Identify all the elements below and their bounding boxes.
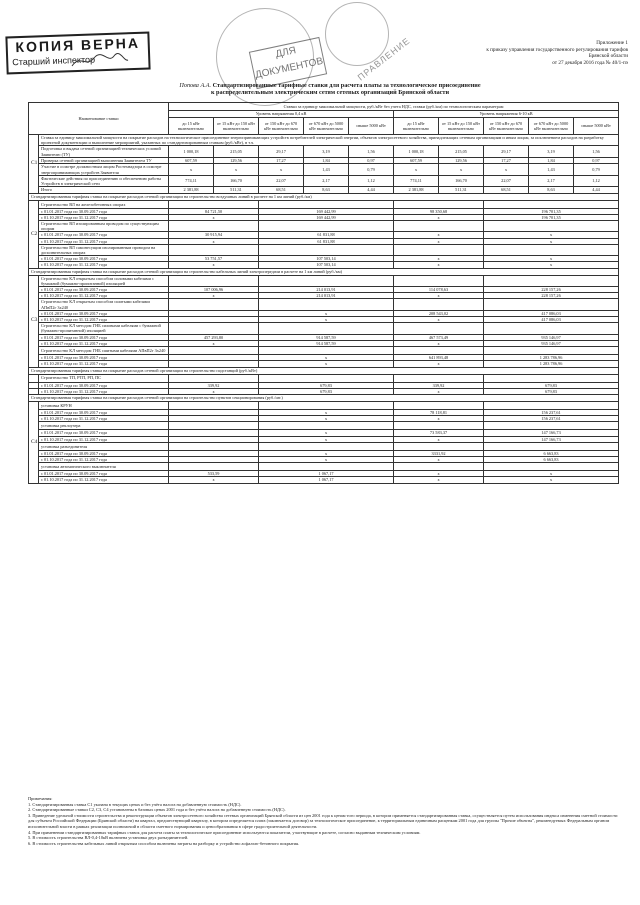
for-docs-line1: ДЛЯ bbox=[274, 45, 298, 61]
value-cell: 1 000,18 bbox=[394, 146, 439, 157]
value-cell: x bbox=[259, 416, 394, 422]
value-cell: 8,63 bbox=[304, 187, 349, 194]
value-cell: 156 237,61 bbox=[484, 416, 619, 422]
title-line1: Стандартизированные тарифные ставки для расчета платы за технологическое присоединение bbox=[212, 82, 481, 89]
value-cell: 107 503,14 bbox=[259, 256, 394, 262]
note-item: 1. Стандартизированная ставка С1 указана в текущих ценах и без учёта налога на добавленную стоимость (НДС). bbox=[28, 801, 242, 807]
value-cell: x bbox=[169, 293, 259, 299]
value-cell bbox=[169, 401, 259, 409]
value-cell: 68,51 bbox=[484, 187, 529, 194]
diagonal-stamp-text: ПРАВЛЕНИЕ bbox=[355, 35, 412, 83]
value-cell bbox=[259, 323, 394, 334]
value-cell: 417 086,03 bbox=[484, 317, 619, 323]
value-cell: x bbox=[169, 477, 259, 483]
value-cell: 774,11 bbox=[394, 175, 439, 186]
period-name: с 01.10.2017 года по 31.12.2017 года bbox=[39, 436, 169, 442]
value-cell: x bbox=[169, 388, 259, 394]
value-cell: 467 573,49 bbox=[394, 334, 484, 340]
value-cell: 935 146,97 bbox=[484, 334, 619, 340]
note-item: 6. В стоимость строительства кабельных линий открытым способом включены затраты на разборку и устройство асфальто-бетонного покрытия. bbox=[28, 840, 300, 846]
value-cell bbox=[169, 323, 259, 334]
value-cell: x bbox=[439, 164, 484, 175]
period-name: с 01.10.2017 года по 31.12.2017 года bbox=[39, 361, 169, 367]
value-cell: 3,19 bbox=[304, 146, 349, 157]
section-intro: Ставка за единицу максимальной мощности на покрытие расходов на технологическое присоединение энергопринимающих устройств потребителей электрической энергии, объектов электросетевого хозяйства, принадлежащих сетевым организациям и иным лицам, за исключением расходов на разработку проектной документации и выполнение мероприятий, указанных по стандартизированным ставкам (руб./кВт), в т.ч. bbox=[39, 135, 619, 146]
period-name: с 01.10.2017 года по 31.12.2017 года bbox=[39, 214, 169, 220]
value-cell: 214 013,91 bbox=[259, 293, 394, 299]
value-cell: 1 067,17 bbox=[259, 477, 394, 483]
value-cell bbox=[394, 200, 484, 208]
section-intro: Стандартизированная тарифная ставка на покрытие расходов сетевой организации на строительство воздушных линий в расчете на 1 км линий (руб./км) bbox=[29, 193, 619, 200]
subsection-name: установка автоматического выключателя bbox=[39, 463, 169, 471]
value-cell bbox=[169, 442, 259, 450]
period-name: с 01.01.2017 года по 30.09.2017 года bbox=[39, 334, 169, 340]
period-name: с 01.01.2017 года по 30.09.2017 года bbox=[39, 382, 169, 388]
value-cell: x bbox=[259, 355, 394, 361]
header-sub: от 15 кВт до 150 кВт включительно bbox=[214, 118, 259, 135]
value-cell bbox=[169, 275, 259, 286]
value-cell: 607,59 bbox=[394, 157, 439, 164]
header-sub: свыше 5000 кВт bbox=[574, 118, 619, 135]
row-name: Итого bbox=[39, 187, 169, 194]
value-cell bbox=[169, 347, 259, 355]
value-cell: 215,05 bbox=[214, 146, 259, 157]
value-cell: 679,83 bbox=[484, 382, 619, 388]
row-name: Участие в осмотре должностным лицом Ростехнадзора в осмотре энергопринимающих устройств Заявителя bbox=[39, 164, 169, 175]
note-item: 5. В стоимость строительства ВЛ-0,4-10кВ включена установка двух разъединителей. bbox=[28, 835, 189, 841]
period-name: с 01.10.2017 года по 31.12.2017 года bbox=[39, 238, 169, 244]
value-cell: 1,84 bbox=[304, 157, 349, 164]
value-cell: 61 831,88 bbox=[259, 232, 394, 238]
value-cell: x bbox=[169, 164, 214, 175]
appendix-line3: от 27 декабря 2016 года № 40/1-пэ bbox=[552, 59, 628, 66]
value-cell: 1 067,17 bbox=[259, 471, 394, 477]
section-intro: Стандартизированная тарифная ставка на покрытие расходов сетевой организации на строительство кабельных линий электропередачи в расчете на 1 км линий (руб./км) bbox=[29, 268, 619, 275]
value-cell: 73 583,37 bbox=[394, 430, 484, 436]
value-cell: x bbox=[259, 310, 394, 316]
subsection-name: Строительство ВЛ изолированным проводом по существующим опорам bbox=[39, 221, 169, 232]
value-cell bbox=[259, 422, 394, 430]
table-row bbox=[29, 422, 619, 430]
value-cell: 30 915,94 bbox=[169, 232, 259, 238]
value-cell: x bbox=[394, 340, 484, 346]
value-cell: x bbox=[394, 361, 484, 367]
table-row bbox=[29, 401, 619, 409]
value-cell: x bbox=[259, 456, 394, 462]
period-name: с 01.10.2017 года по 31.12.2017 года bbox=[39, 388, 169, 394]
period-name: с 01.10.2017 года по 31.12.2017 года bbox=[39, 456, 169, 462]
value-cell bbox=[259, 347, 394, 355]
value-cell bbox=[169, 463, 259, 471]
rate-group-label: С2 bbox=[29, 200, 39, 268]
header-sub: от 150 кВт до 670 кВт включительно bbox=[259, 118, 304, 135]
value-cell bbox=[484, 244, 619, 255]
subsection-name: Строительство ВЛ на железобетонных опорах bbox=[39, 200, 169, 208]
note-item: 4. При применении стандартизированных тарифных ставок для расчета платы за технологическое присоединение используются показатели, участвующие в расчете, согласно выданным техническим условиям. bbox=[28, 829, 421, 835]
value-cell: 215,05 bbox=[439, 146, 484, 157]
value-cell: x bbox=[259, 436, 394, 442]
header-sub: от 670 кВт до 5000 кВт включительно bbox=[304, 118, 349, 135]
value-cell bbox=[259, 401, 394, 409]
value-cell: x bbox=[484, 471, 619, 477]
value-cell: x bbox=[259, 450, 394, 456]
note-item: 3. Приведение удельной стоимости строительства и реконструкции объектов электросетевого хозяйства сетевых организаций Брянской области из цен 2001 года к ценам того периода, в котором применяется стандартизированная ставка, осуществляется путем использования индекса изменения сметной стоимости для субъекта Российской Федерации (Брянской области) на квартал, предшествующий кварталу, в котором определяется плата (заключается договор) за технологическое присоединение, к территориальным единичным расценкам 2001 года для группы "Прочие объекты", рекомендуемых Федеральным органом исполнительной власти в рамках реализации полномочий в области сметного нормирования и ценообразования в сфере градостроительной деятельности. bbox=[28, 812, 618, 829]
value-cell: 4,44 bbox=[349, 187, 394, 194]
value-cell: 22,07 bbox=[259, 175, 304, 186]
value-cell: 1,12 bbox=[349, 175, 394, 186]
subsection-name: Строительство ВЛ самонесущим изолированным проводом на дополнительных опорах bbox=[39, 244, 169, 255]
value-cell: 1,43 bbox=[529, 164, 574, 175]
section-intro: Стандартизированная тарифная ставка на покрытие расходов сетевой организации на строительство пунктов секционирования (руб./шт.) bbox=[29, 394, 619, 401]
value-cell: 339,92 bbox=[169, 382, 259, 388]
value-cell bbox=[484, 442, 619, 450]
table-row bbox=[29, 146, 619, 157]
copy-stamp-subtitle: Старший инспектор bbox=[12, 54, 96, 68]
value-cell bbox=[484, 347, 619, 355]
value-cell bbox=[394, 442, 484, 450]
value-cell: 22,07 bbox=[484, 175, 529, 186]
value-cell bbox=[169, 299, 259, 310]
value-cell: 457 293,80 bbox=[169, 334, 259, 340]
value-cell: 228 157,26 bbox=[484, 293, 619, 299]
value-cell: x bbox=[169, 262, 259, 268]
value-cell bbox=[484, 323, 619, 334]
value-cell: x bbox=[259, 164, 304, 175]
title-prefix: Попова А.А. bbox=[179, 82, 212, 89]
value-cell: x bbox=[394, 256, 484, 262]
value-cell: 8,63 bbox=[529, 187, 574, 194]
value-cell bbox=[259, 299, 394, 310]
section-row bbox=[29, 268, 619, 275]
value-cell bbox=[484, 299, 619, 310]
value-cell: 98 350,68 bbox=[394, 208, 484, 214]
subsection-name: установка КРУН bbox=[39, 401, 169, 409]
value-cell: 17,27 bbox=[484, 157, 529, 164]
value-cell: 339,92 bbox=[394, 382, 484, 388]
value-cell: x bbox=[394, 388, 484, 394]
value-cell bbox=[394, 244, 484, 255]
rate-group-label: С1 bbox=[29, 135, 39, 194]
document-title bbox=[140, 82, 520, 96]
value-cell: x bbox=[169, 214, 259, 220]
value-cell bbox=[169, 422, 259, 430]
subsection-name: Строительство КЛ методом ГНБ сшитыми кабелями АПвП2г 3х240 bbox=[39, 347, 169, 355]
table-row bbox=[29, 221, 619, 232]
period-name: с 01.01.2017 года по 30.09.2017 года bbox=[39, 287, 169, 293]
value-cell bbox=[394, 347, 484, 355]
value-cell: x bbox=[259, 430, 394, 436]
value-cell: 607,59 bbox=[169, 157, 214, 164]
value-cell: 196 701,35 bbox=[484, 214, 619, 220]
value-cell bbox=[484, 374, 619, 382]
value-cell: x bbox=[394, 317, 484, 323]
header-group-high: Уровень напряжения 6-10 кВ bbox=[394, 111, 619, 118]
value-cell: 196 701,35 bbox=[484, 208, 619, 214]
value-cell: x bbox=[394, 238, 484, 244]
header-sub: до 15 кВт включительно bbox=[394, 118, 439, 135]
value-cell: 166,70 bbox=[439, 175, 484, 186]
value-cell: 208 543,02 bbox=[394, 310, 484, 316]
header-sub: свыше 5000 кВт bbox=[349, 118, 394, 135]
section-row bbox=[29, 135, 619, 146]
table-row bbox=[29, 347, 619, 355]
rate-group-label: С4 bbox=[29, 401, 39, 483]
period-name: с 01.01.2017 года по 30.09.2017 года bbox=[39, 256, 169, 262]
table-row bbox=[29, 275, 619, 286]
value-cell bbox=[394, 374, 484, 382]
value-cell bbox=[259, 374, 394, 382]
value-cell: 129,56 bbox=[214, 157, 259, 164]
value-cell: x bbox=[259, 361, 394, 367]
header-rates-col: Ставки за единицу максимальной мощности, руб./кВт без учета НДС, ставки (руб./км) по технологическим параметрам bbox=[169, 103, 619, 111]
section-row bbox=[29, 367, 619, 374]
value-cell: 0,79 bbox=[574, 164, 619, 175]
period-name: с 01.10.2017 года по 31.12.2017 года bbox=[39, 317, 169, 323]
value-cell: 2,17 bbox=[304, 175, 349, 186]
header-sub: от 15 кВт до 150 кВт включительно bbox=[439, 118, 484, 135]
value-cell bbox=[484, 401, 619, 409]
period-name: с 01.10.2017 года по 31.12.2017 года bbox=[39, 416, 169, 422]
value-cell bbox=[394, 299, 484, 310]
value-cell: 3,19 bbox=[529, 146, 574, 157]
value-cell bbox=[394, 401, 484, 409]
period-name: с 01.10.2017 года по 31.12.2017 года bbox=[39, 477, 169, 483]
empty-cell bbox=[29, 374, 39, 382]
value-cell: 2 381,88 bbox=[394, 187, 439, 194]
value-cell bbox=[169, 244, 259, 255]
value-cell bbox=[484, 200, 619, 208]
period-name: с 01.01.2017 года по 30.09.2017 года bbox=[39, 450, 169, 456]
value-cell: 1,12 bbox=[574, 175, 619, 186]
value-cell: x bbox=[394, 477, 484, 483]
table-row bbox=[29, 299, 619, 310]
section-row bbox=[29, 394, 619, 401]
value-cell: x bbox=[259, 409, 394, 415]
value-cell: 0,79 bbox=[349, 164, 394, 175]
table-row bbox=[29, 374, 619, 382]
period-name: с 01.01.2017 года по 30.09.2017 года bbox=[39, 232, 169, 238]
period-name: с 01.10.2017 года по 31.12.2017 года bbox=[39, 340, 169, 346]
table-row bbox=[29, 164, 619, 175]
value-cell: 107 503,14 bbox=[259, 262, 394, 268]
value-cell: x bbox=[484, 164, 529, 175]
value-cell: 61 831,88 bbox=[259, 238, 394, 244]
value-cell: x bbox=[394, 293, 484, 299]
value-cell: 1 000,18 bbox=[169, 146, 214, 157]
value-cell: x bbox=[394, 471, 484, 477]
for-docs-line2: ДОКУМЕНТОВ bbox=[254, 55, 325, 81]
value-cell: 107 006,96 bbox=[169, 287, 259, 293]
value-cell: 6 663,83 bbox=[484, 456, 619, 462]
value-cell: 166,70 bbox=[214, 175, 259, 186]
value-cell: x bbox=[214, 164, 259, 175]
value-cell: 679,83 bbox=[484, 388, 619, 394]
value-cell bbox=[259, 221, 394, 232]
value-cell: 914 587,59 bbox=[259, 340, 394, 346]
subsection-name: Строительство КЛ открытым способом силовыми кабелями с бумажной (бумажно-пропитанной) изоляцией bbox=[39, 275, 169, 286]
value-cell: 914 587,59 bbox=[259, 334, 394, 340]
value-cell: 214 013,91 bbox=[259, 287, 394, 293]
value-cell: 511,31 bbox=[439, 187, 484, 194]
value-cell bbox=[484, 422, 619, 430]
value-cell: 1,84 bbox=[529, 157, 574, 164]
value-cell: 1,56 bbox=[574, 146, 619, 157]
value-cell: 6 663,83 bbox=[484, 450, 619, 456]
table-row bbox=[29, 477, 619, 483]
value-cell: 17,27 bbox=[259, 157, 304, 164]
value-cell: x bbox=[394, 232, 484, 238]
table-row bbox=[29, 200, 619, 208]
header-group-low: Уровень напряжения 0,4 кВ bbox=[169, 111, 394, 118]
value-cell: 169 442,99 bbox=[259, 208, 394, 214]
value-cell bbox=[169, 221, 259, 232]
header-sub: от 670 кВт до 5000 кВт включительно bbox=[529, 118, 574, 135]
value-cell: 2 381,88 bbox=[169, 187, 214, 194]
notes-heading: Примечания: bbox=[28, 796, 53, 801]
value-cell: 0,97 bbox=[349, 157, 394, 164]
period-name: с 01.10.2017 года по 31.12.2017 года bbox=[39, 262, 169, 268]
table-row bbox=[29, 323, 619, 334]
value-cell bbox=[484, 221, 619, 232]
value-cell bbox=[169, 200, 259, 208]
period-name: с 01.01.2017 года по 30.09.2017 года bbox=[39, 430, 169, 436]
period-name: с 01.01.2017 года по 30.09.2017 года bbox=[39, 310, 169, 316]
period-name: с 01.01.2017 года по 30.09.2017 года bbox=[39, 355, 169, 361]
section-intro: Стандартизированная тарифная ставка на покрытие расходов сетевой организации на строительство подстанций (руб./кВт) bbox=[29, 367, 619, 374]
subsection-name: Строительство ТП, РТП, РП, ПС bbox=[39, 374, 169, 382]
value-cell: 1,56 bbox=[349, 146, 394, 157]
value-cell: 29,17 bbox=[484, 146, 529, 157]
value-cell bbox=[259, 200, 394, 208]
table-row bbox=[29, 244, 619, 255]
subsection-name: установка реклоузера bbox=[39, 422, 169, 430]
value-cell bbox=[394, 323, 484, 334]
row-name: Проверка сетевой организацией выполнения Заявителем ТУ bbox=[39, 157, 169, 164]
row-name: Подготовка и выдача сетевой организацией технических условий Заявителю (ТУ) bbox=[39, 146, 169, 157]
subsection-name: Строительство КЛ методом ГНБ силовыми кабелями с бумажной (бумажно-пропитанной) изоляцией bbox=[39, 323, 169, 334]
period-name: с 01.01.2017 года по 30.09.2017 года bbox=[39, 471, 169, 477]
value-cell: 29,17 bbox=[259, 146, 304, 157]
value-cell: 129,56 bbox=[439, 157, 484, 164]
value-cell bbox=[394, 221, 484, 232]
row-name: Фактические действия по присоединению и обеспечению работы Устройств в электрической сети bbox=[39, 175, 169, 186]
value-cell: x bbox=[394, 214, 484, 220]
value-cell bbox=[394, 275, 484, 286]
value-cell: 511,31 bbox=[214, 187, 259, 194]
title-line2: к распределительным электрическим сетям сетевых организаций Брянской области bbox=[210, 89, 450, 97]
value-cell: 2,17 bbox=[529, 175, 574, 186]
value-cell bbox=[484, 463, 619, 471]
appendix-line2: к приказу управления государственного регулирования тарифов Брянской области bbox=[486, 46, 628, 60]
value-cell bbox=[484, 275, 619, 286]
value-cell: 1,43 bbox=[304, 164, 349, 175]
value-cell: x bbox=[484, 232, 619, 238]
value-cell bbox=[394, 463, 484, 471]
value-cell bbox=[394, 422, 484, 430]
value-cell: 1 283 786,96 bbox=[484, 361, 619, 367]
value-cell: x bbox=[484, 238, 619, 244]
value-cell: 774,11 bbox=[169, 175, 214, 186]
tariff-table bbox=[28, 102, 619, 484]
value-cell: x bbox=[394, 262, 484, 268]
value-cell: 68,51 bbox=[259, 187, 304, 194]
value-cell: 4,44 bbox=[574, 187, 619, 194]
value-cell: x bbox=[394, 164, 439, 175]
subsection-name: установка разъединителя bbox=[39, 442, 169, 450]
value-cell: 0,97 bbox=[574, 157, 619, 164]
value-cell: 533,59 bbox=[169, 471, 259, 477]
value-cell: 169 442,99 bbox=[259, 214, 394, 220]
value-cell: x bbox=[169, 340, 259, 346]
value-cell: 147 166,73 bbox=[484, 430, 619, 436]
table-row bbox=[29, 463, 619, 471]
value-cell bbox=[259, 244, 394, 255]
value-cell bbox=[259, 442, 394, 450]
notes-block bbox=[28, 796, 620, 846]
value-cell: x bbox=[169, 238, 259, 244]
subsection-name: Строительство КЛ открытым способом сшитыми кабелями АПвП2г 3х240 bbox=[39, 299, 169, 310]
value-cell: 417 086,03 bbox=[484, 310, 619, 316]
section-row bbox=[29, 193, 619, 200]
value-cell: 1 283 786,96 bbox=[484, 355, 619, 361]
note-item: 2. Стандартизированные ставки С2, С3, С4 установлены в базовых ценах 2001 года и без учёта налога на добавленную стоимость (НДС). bbox=[28, 807, 286, 813]
copy-stamp-title: КОПИЯ ВЕРНА bbox=[15, 34, 141, 56]
header-sub: от 150 кВт до 670 кВт включительно bbox=[484, 118, 529, 135]
value-cell: 3331,92 bbox=[394, 450, 484, 456]
value-cell: 84 721,50 bbox=[169, 208, 259, 214]
appendix-block bbox=[478, 40, 628, 66]
value-cell: 53 751,57 bbox=[169, 256, 259, 262]
value-cell: x bbox=[484, 262, 619, 268]
value-cell: 935 146,97 bbox=[484, 340, 619, 346]
value-cell: x bbox=[484, 477, 619, 483]
value-cell: 78 118,81 bbox=[394, 409, 484, 415]
period-name: с 01.01.2017 года по 30.09.2017 года bbox=[39, 208, 169, 214]
value-cell: x bbox=[259, 317, 394, 323]
header-sub: до 15 кВт включительно bbox=[169, 118, 214, 135]
value-cell bbox=[259, 463, 394, 471]
period-name: с 01.10.2017 года по 31.12.2017 года bbox=[39, 293, 169, 299]
value-cell: x bbox=[394, 456, 484, 462]
value-cell bbox=[259, 275, 394, 286]
value-cell: 641 893,48 bbox=[394, 355, 484, 361]
table-row bbox=[29, 442, 619, 450]
rate-group-label: С3 bbox=[29, 275, 39, 367]
value-cell: 679,83 bbox=[259, 388, 394, 394]
value-cell: x bbox=[394, 436, 484, 442]
value-cell: x bbox=[484, 256, 619, 262]
value-cell: x bbox=[394, 416, 484, 422]
header-name-col: Наименование ставки bbox=[29, 103, 169, 135]
value-cell: 679,83 bbox=[259, 382, 394, 388]
signature bbox=[70, 52, 130, 70]
value-cell: 114 078,63 bbox=[394, 287, 484, 293]
period-name: с 01.01.2017 года по 30.09.2017 года bbox=[39, 409, 169, 415]
value-cell: 228 157,26 bbox=[484, 287, 619, 293]
value-cell bbox=[169, 374, 259, 382]
table-row bbox=[29, 175, 619, 186]
appendix-line1: Приложение 1 bbox=[596, 40, 628, 46]
value-cell: 147 166,73 bbox=[484, 436, 619, 442]
value-cell: 156 237,61 bbox=[484, 409, 619, 415]
